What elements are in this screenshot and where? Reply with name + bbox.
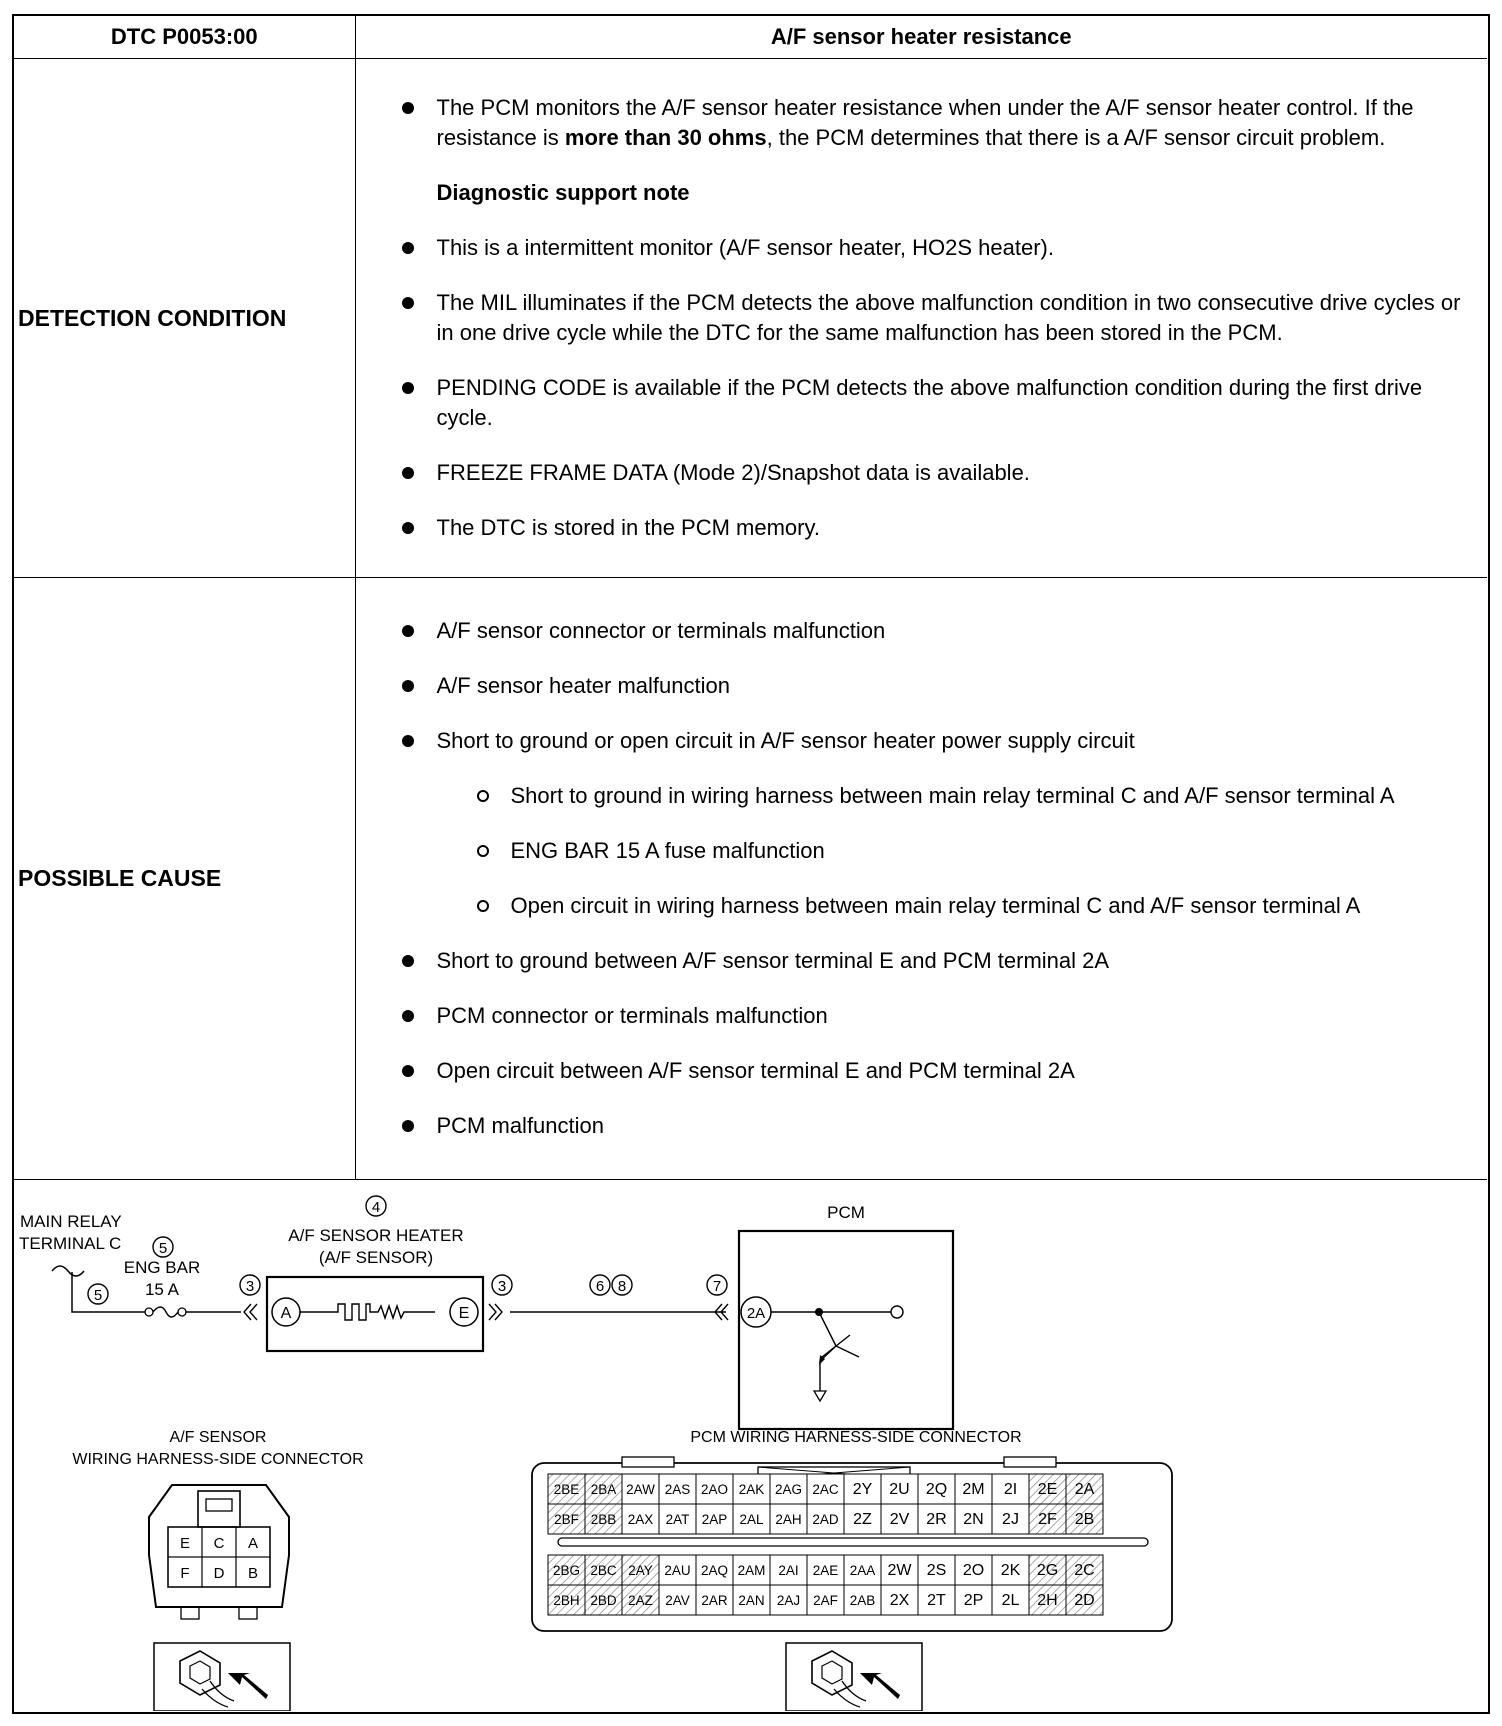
fuse-symbol — [153, 1307, 178, 1317]
terminal-e-label: E — [458, 1305, 470, 1322]
main-relay — [19, 1212, 122, 1304]
possible-cause-list — [402, 616, 1468, 1141]
pcm-pin-label: 2Q — [925, 1481, 948, 1498]
list-item: PCM connector or terminals malfunction — [402, 1001, 1468, 1031]
pcm-pin-label: 2AX — [627, 1512, 654, 1527]
pcm-pin-label: 2G — [1036, 1562, 1059, 1579]
list-item: A/F sensor connector or terminals malfunction — [402, 616, 1468, 646]
pcm-pin-label: 2J — [1002, 1511, 1019, 1528]
connector-view-icon-box — [154, 1643, 290, 1711]
pcm-pin-label: 2AW — [626, 1482, 655, 1497]
pcm-connector-divider — [558, 1538, 1148, 1546]
pcm-connector-lug — [1004, 1457, 1056, 1467]
af-pin-label: F — [180, 1565, 190, 1582]
pcm-pin-label: 2C — [1074, 1562, 1095, 1579]
list-item: PCM malfunction — [402, 1111, 1468, 1141]
possible-cause-label: POSSIBLE CAUSE — [14, 578, 355, 1180]
pcm-pin-label: 2AF — [813, 1593, 838, 1608]
ref-number: 8 — [617, 1278, 627, 1295]
connector-3-left — [240, 1275, 260, 1320]
relay-symbol — [52, 1266, 84, 1276]
sub-list-item: Short to ground in wiring harness between main relay terminal C and A/F sensor terminal A — [477, 781, 1468, 811]
pcm-pin-label: 2AG — [774, 1482, 803, 1497]
af-connector-title: A/F SENSOR — [169, 1429, 267, 1446]
pcm-pin-label: 2V — [889, 1511, 910, 1528]
detection-content — [355, 59, 1487, 578]
pcm-pin-label: 2AQ — [700, 1563, 729, 1578]
ref-number: 4 — [371, 1199, 381, 1216]
icon-connector-body — [180, 1651, 220, 1695]
transistor-collector — [820, 1346, 836, 1391]
ref-number: 7 — [712, 1278, 722, 1295]
pcm-pin-label: 2Y — [852, 1481, 873, 1498]
pcm-pin-label: 2E — [1037, 1481, 1058, 1498]
pcm-pin-label: 2AV — [665, 1593, 690, 1608]
pcm — [739, 1203, 953, 1429]
sub-list-item: Open circuit in wiring harness between main relay terminal C and A/F sensor terminal A — [477, 891, 1468, 921]
pcm-pin-label: 2AE — [812, 1563, 839, 1578]
af-connector-foot — [239, 1607, 257, 1619]
pcm-pin-label: 2AK — [738, 1482, 765, 1497]
af-pin-label: A — [247, 1535, 259, 1552]
af-pin-label: C — [213, 1535, 225, 1552]
pcm-pin-label: 2AO — [700, 1482, 729, 1497]
pcm-label: PCM — [827, 1203, 865, 1222]
main-relay-label: MAIN RELAY — [20, 1212, 122, 1231]
resistance-threshold: more than 30 ohms — [564, 125, 767, 150]
transistor-emitter — [836, 1346, 859, 1357]
text-span: Short to ground or open circuit in A/F sensor heater power supply circuit — [436, 728, 1135, 753]
pcm-pin-label: 2AB — [849, 1593, 876, 1608]
connector-view-icon — [812, 1651, 900, 1707]
ref-number: 3 — [497, 1278, 507, 1295]
text-span: The PCM monitors the A/F sensor heater resistance when under the A/F sensor heater control. If the resistance is — [436, 95, 1414, 150]
pcm-pin-label: 2AZ — [628, 1593, 653, 1608]
pcm-pin-label: 2X — [889, 1592, 910, 1609]
list-item: FREEZE FRAME DATA (Mode 2)/Snapshot data is available. — [402, 458, 1468, 488]
dtc-code: DTC P0053:00 — [14, 16, 355, 59]
list-item: The DTC is stored in the PCM memory. — [402, 513, 1468, 543]
pcm-pin-label: 2BG — [552, 1563, 581, 1578]
pcm-pin-label: 2AM — [737, 1563, 766, 1578]
pcm-pin-label: 2AY — [628, 1563, 653, 1578]
possible-cause-content — [355, 578, 1487, 1180]
list-item — [402, 93, 1468, 153]
pcm-pin-label: 2U — [889, 1481, 910, 1498]
ref-number: 5 — [158, 1240, 168, 1257]
pcm-pin-label: 2AD — [812, 1512, 839, 1527]
terminal-2a-label: 2A — [746, 1305, 766, 1322]
pcm-pin-label: 2AU — [664, 1563, 691, 1578]
pcm-pin-label: 2F — [1038, 1511, 1057, 1528]
header-row — [14, 16, 1487, 59]
pcm-pin-label: 2AT — [665, 1512, 690, 1527]
latch-slot — [206, 1499, 232, 1511]
heater-element-symbol — [332, 1304, 412, 1320]
icon-connector-body — [812, 1651, 852, 1695]
heater-sublabel: (A/F SENSOR) — [318, 1248, 434, 1267]
pcm-pin-label: 2R — [926, 1511, 947, 1528]
pcm-pin-label: 2BC — [590, 1563, 617, 1578]
connector-view-icon-box — [786, 1643, 922, 1711]
pcm-connector-lug — [622, 1457, 674, 1467]
list-item — [402, 726, 1468, 921]
wiring-diagram — [14, 1181, 1487, 1711]
connector-symbol — [489, 1304, 502, 1320]
pcm-pin-label: 2I — [1003, 1481, 1018, 1498]
connector-view-icon — [180, 1651, 268, 1707]
ref-number: 3 — [245, 1278, 255, 1295]
ref-number: 5 — [93, 1287, 103, 1304]
pcm-pin-label: 2AC — [812, 1482, 839, 1497]
pcm-pin-label: 2BB — [590, 1512, 617, 1527]
pcm-pin-label: 2Z — [853, 1511, 872, 1528]
fuse-label: ENG BAR — [123, 1258, 201, 1277]
dtc-sheet — [12, 14, 1490, 1714]
pcm-pin-label: 2AJ — [776, 1593, 801, 1608]
detection-row — [14, 59, 1487, 578]
pcm-pin-label: 2AL — [739, 1512, 764, 1527]
af-connector-foot — [181, 1607, 199, 1619]
ref-number: 6 — [595, 1278, 605, 1295]
pcm-pin-label: 2AN — [738, 1593, 765, 1608]
pcm-connector-title: PCM WIRING HARNESS-SIDE CONNECTOR — [690, 1429, 1022, 1446]
pcm-pin-label: 2AA — [849, 1563, 876, 1578]
pcm-pin-label: 2M — [962, 1481, 985, 1498]
detection-list — [402, 93, 1468, 543]
fuse — [124, 1237, 201, 1317]
pcm-connector — [532, 1429, 1172, 1711]
diagnostic-note-title: Diagnostic support note — [436, 180, 690, 205]
terminal-a-label: A — [280, 1305, 292, 1322]
list-item: This is a intermittent monitor (A/F sensor heater, HO2S heater). — [402, 233, 1468, 263]
pcm-pin-label: 2AS — [664, 1482, 691, 1497]
pcm-pin-label: 2W — [887, 1562, 912, 1579]
detection-label: DETECTION CONDITION — [14, 59, 355, 578]
pcm-pin-label: 2A — [1074, 1481, 1095, 1498]
af-pins — [168, 1527, 270, 1587]
connector-7 — [707, 1275, 728, 1320]
af-sensor-heater — [267, 1196, 483, 1351]
pcm-pin-label: 2P — [963, 1592, 984, 1609]
dtc-table — [14, 16, 1487, 1180]
fuse-rating: 15 A — [144, 1280, 180, 1299]
ref-6-8 — [590, 1275, 632, 1295]
possible-cause-row — [14, 578, 1487, 1180]
af-pin-label: D — [213, 1565, 225, 1582]
af-connector-subtitle: WIRING HARNESS-SIDE CONNECTOR — [72, 1451, 364, 1468]
fuse-terminal — [145, 1308, 153, 1316]
connector-3-right — [489, 1275, 512, 1320]
pcm-pin-label: 2BD — [590, 1593, 617, 1608]
pcm-pin-label: 2D — [1074, 1592, 1095, 1609]
pcm-pin-label: 2N — [963, 1511, 984, 1528]
arrow-icon — [860, 1673, 900, 1699]
sub-list-item: ENG BAR 15 A fuse malfunction — [477, 836, 1468, 866]
af-pin-label: E — [179, 1535, 191, 1552]
pcm-pin-label: 2O — [962, 1562, 985, 1579]
af-sensor-connector — [72, 1429, 363, 1711]
pcm-pin-label: 2BH — [553, 1593, 580, 1608]
main-relay-terminal-label: TERMINAL C — [19, 1234, 122, 1253]
pcm-pin-label: 2BF — [554, 1512, 579, 1527]
pcm-pin-label: 2AH — [775, 1512, 802, 1527]
list-item: Short to ground between A/F sensor terminal E and PCM terminal 2A — [402, 946, 1468, 976]
pcm-box — [739, 1231, 953, 1429]
pcm-pin-label: 2BE — [553, 1482, 580, 1497]
af-connector-latch — [198, 1491, 240, 1527]
text-span: , the PCM determines that there is a A/F sensor circuit problem. — [766, 125, 1386, 150]
transistor-base — [819, 1312, 836, 1346]
pcm-pin-label: 2L — [1001, 1592, 1020, 1609]
list-item: PENDING CODE is available if the PCM detects the above malfunction condition during the first drive cycle. — [402, 373, 1468, 433]
pcm-pin-label: 2AP — [701, 1512, 728, 1527]
pcm-pin-label: 2AI — [778, 1563, 799, 1578]
pcm-pin-label: 2H — [1037, 1592, 1058, 1609]
fuse-terminal — [178, 1308, 186, 1316]
heater-label: A/F SENSOR HEATER — [288, 1226, 464, 1245]
dtc-title: A/F sensor heater resistance — [355, 16, 1487, 59]
list-item: A/F sensor heater malfunction — [402, 671, 1468, 701]
pcm-pin-label: 2T — [927, 1592, 946, 1609]
connector-symbol — [244, 1304, 257, 1320]
af-pin-label: B — [247, 1565, 259, 1582]
pcm-pin-label: 2B — [1074, 1511, 1095, 1528]
list-item: Open circuit between A/F sensor terminal E and PCM terminal 2A — [402, 1056, 1468, 1086]
sub-list — [477, 781, 1468, 921]
pcm-pin-label: 2S — [926, 1562, 947, 1579]
list-item: The MIL illuminates if the PCM detects the above malfunction condition in two consecutive drive cycles or in one drive cycle while the DTC for the same malfunction has been stored in the PCM. — [402, 288, 1468, 348]
pcm-pin-label: 2AR — [701, 1593, 728, 1608]
ground-symbol — [814, 1391, 826, 1401]
arrow-icon — [228, 1673, 268, 1699]
pcm-pin-label: 2K — [1000, 1562, 1021, 1579]
pcm-pin-label: 2BA — [590, 1482, 617, 1497]
terminal-open — [891, 1306, 903, 1318]
